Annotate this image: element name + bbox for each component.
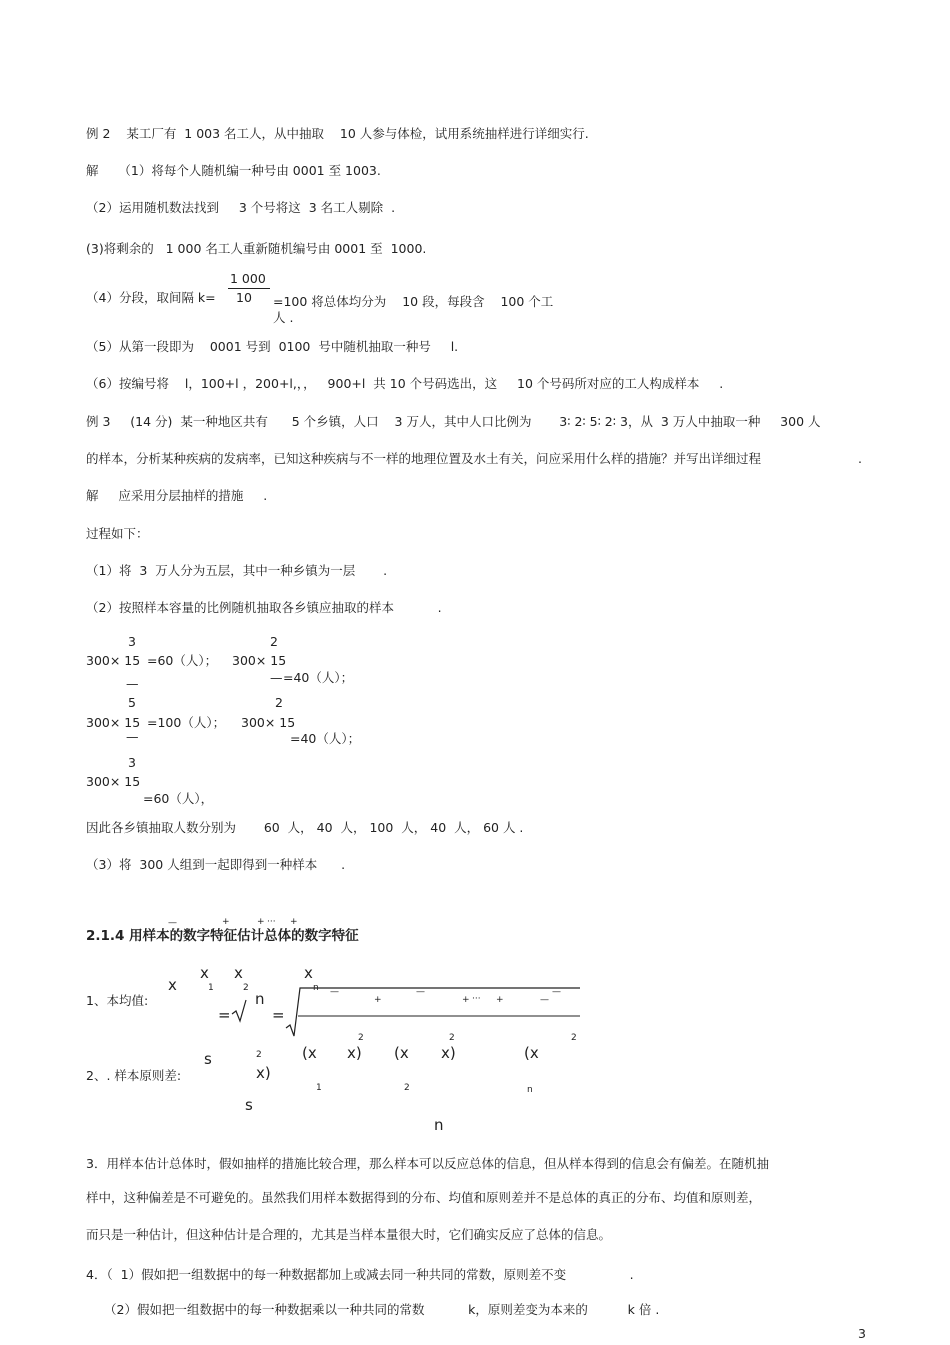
bar-mark: —	[552, 987, 561, 997]
example-3-question: 的样本，分析某种疾病的发病率，已知这种疾病与不一样的地理位置及水土有关，问应采用什么样的措施？并写出详细过程	[86, 451, 762, 466]
plus-sign: +	[496, 995, 504, 1005]
term-2-open: (x	[394, 1044, 409, 1062]
calc-fraction-bar-1: —	[126, 676, 139, 691]
term-n-open: (x	[524, 1044, 539, 1062]
calc-fraction-bar-3: —	[126, 729, 139, 744]
interval-denominator: 10	[236, 290, 252, 305]
subscript-2: 2	[404, 1083, 410, 1093]
equals-sign: =	[272, 1006, 285, 1024]
square-exponent: 2	[449, 1033, 455, 1043]
equals-sign: =	[218, 1006, 231, 1024]
plus-sign: +	[290, 917, 298, 927]
example-2-step-1: 解 （1）将每个人随机编一种号由 0001 至 1003.	[86, 163, 381, 178]
subscript-1: 1	[208, 983, 214, 993]
mean-label: 1、本均值:	[86, 993, 149, 1008]
note-3-line-2: 样中，这种偏差是不可避免的。虽然我们用样本数据得到的分布、均值和原则差并不是总体的真正的分布、均值和原则差，	[86, 1190, 762, 1205]
example-2-title: 例 2 某工厂有 1 003 名工人，从中抽取 10 人参与体检，试用系统抽样进行详细实行.	[86, 126, 589, 141]
sd-label: 2、. 样本原则差:	[86, 1068, 182, 1083]
subscript-n: n	[527, 1085, 533, 1095]
variance-close: x)	[256, 1064, 271, 1082]
bar-mark: —	[416, 987, 425, 997]
section-heading: 2.1.4 用样本的数字特征估计总体的数字特征	[86, 928, 359, 944]
example-3-step-3: （3）将 300 人组到一起即得到一种样本 .	[86, 857, 346, 872]
calc-term-3: 300× 15	[86, 715, 141, 730]
example-2-step-4-text: =100 将总体均分为 10 段，每段含 100 个工	[273, 294, 554, 309]
calc-numerator-2: 2	[270, 634, 278, 649]
example-2-step-4-prefix: （4）分段，取间隔 k=	[86, 290, 216, 305]
plus-sign: +	[374, 995, 382, 1005]
subscript-2: 2	[243, 983, 249, 993]
example-3-step-2: （2）按照样本容量的比例随机抽取各乡镇应抽取的样本 .	[86, 600, 442, 615]
subscript-1: 1	[316, 1083, 322, 1093]
example-2-step-2: （2）运用随机数法找到 3 个号将这 3 名工人剔除 .	[86, 200, 396, 215]
subscript-n: n	[313, 983, 319, 993]
plus-sign: +	[462, 995, 470, 1005]
ellipsis: ···	[267, 917, 276, 927]
calc-numerator-3: 5	[128, 695, 136, 710]
calc-term-5: 300× 15	[86, 774, 141, 789]
note-4-line-1: 4．（ 1）假如把一组数据中的每一种数据都加上或减去同一种共同的常数，原则差不变 .	[86, 1267, 634, 1282]
plus-sign: +	[222, 917, 230, 927]
example-3-solution: 解 应采用分层抽样的措施 .	[86, 488, 268, 503]
x2-symbol: x	[234, 964, 243, 982]
ellipsis: ···	[472, 994, 481, 1004]
n-divisor: n	[255, 990, 265, 1008]
calc-term-4: 300× 15	[241, 715, 296, 730]
term-1-close: x)	[347, 1044, 362, 1062]
calc-result-5: =60（人），	[143, 791, 214, 806]
example-3-process-label: 过程如下：	[86, 526, 149, 541]
interval-numerator: 1 000	[230, 271, 266, 286]
bar-mark: —	[330, 987, 339, 997]
square-exponent: 2	[358, 1033, 364, 1043]
example-3-step-1: （1）将 3 万人分为五层，其中一种乡镇为一层 .	[86, 563, 388, 578]
square-exponent: 2	[571, 1033, 577, 1043]
example-2-step-4-tail: 人 .	[273, 310, 294, 325]
example-3-question-end: .	[858, 451, 862, 466]
example-2-step-5: （5）从第一段即为 0001 号到 0100 号中随机抽取一种号 l.	[86, 339, 459, 354]
calc-result-3: =100（人）；	[147, 715, 226, 730]
calc-result-2: =40（人）；	[283, 670, 354, 685]
mean-bar-mark: —	[168, 918, 177, 928]
calc-numerator-1: 3	[128, 634, 136, 649]
plus-sign: +	[257, 917, 265, 927]
xn-symbol: x	[304, 964, 313, 982]
bar-mark: —	[540, 995, 549, 1005]
example-2-step-6: （6）按编号将 l，100+l ，200+l,，， 900+l 共 10 个号码选出，这 10 个号码所对应的工人构成样本 .	[86, 376, 724, 391]
mean-symbol: x	[168, 976, 177, 994]
x1-symbol: x	[200, 964, 209, 982]
example-3-summary: 因此各乡镇抽取人数分别为 60 人， 40 人， 100 人， 40 人， 60 人 .	[86, 820, 524, 835]
example-3-title: 例 3 (14 分) 某一种地区共有 5 个乡镇，人口 3 万人，其中人口比例为 3∶ 2∶ 5∶ 2∶ 3，从 3 万人中抽取一种 300 人	[86, 414, 821, 429]
calc-term-2: 300× 15	[232, 653, 287, 668]
term-2-close: x)	[441, 1044, 456, 1062]
calc-fraction-bar-2: —	[270, 670, 283, 685]
s-symbol: s	[245, 1096, 253, 1114]
note-3-line-1: 3．用样本估计总体时，假如抽样的措施比较合理，那么样本可以反应总体的信息，但从样本得到的信息会有偏差。在随机抽	[86, 1156, 769, 1171]
calc-result-4: =40（人）；	[290, 731, 361, 746]
calc-result-1: =60（人）；	[147, 653, 218, 668]
n-divisor: n	[434, 1116, 444, 1134]
note-4-line-2: （2）假如把一组数据中的每一种数据乘以一种共同的常数 k，原则差变为本来的 k 倍 .	[104, 1302, 660, 1317]
note-3-line-3: 而只是一种估计，但这种估计是合理的，尤其是当样本量很大时，它们确实反应了总体的信息。	[86, 1227, 612, 1242]
term-1-open: (x	[302, 1044, 317, 1062]
calc-numerator-4: 2	[275, 695, 283, 710]
s-symbol: s	[204, 1050, 212, 1068]
calc-term-1: 300× 15	[86, 653, 141, 668]
page-number: 3	[858, 1326, 866, 1341]
calc-numerator-5: 3	[128, 755, 136, 770]
example-2-step-3: (3)将剩余的 1 000 名工人重新随机编号由 0001 至 1000.	[86, 241, 427, 256]
square-exponent: 2	[256, 1050, 262, 1060]
